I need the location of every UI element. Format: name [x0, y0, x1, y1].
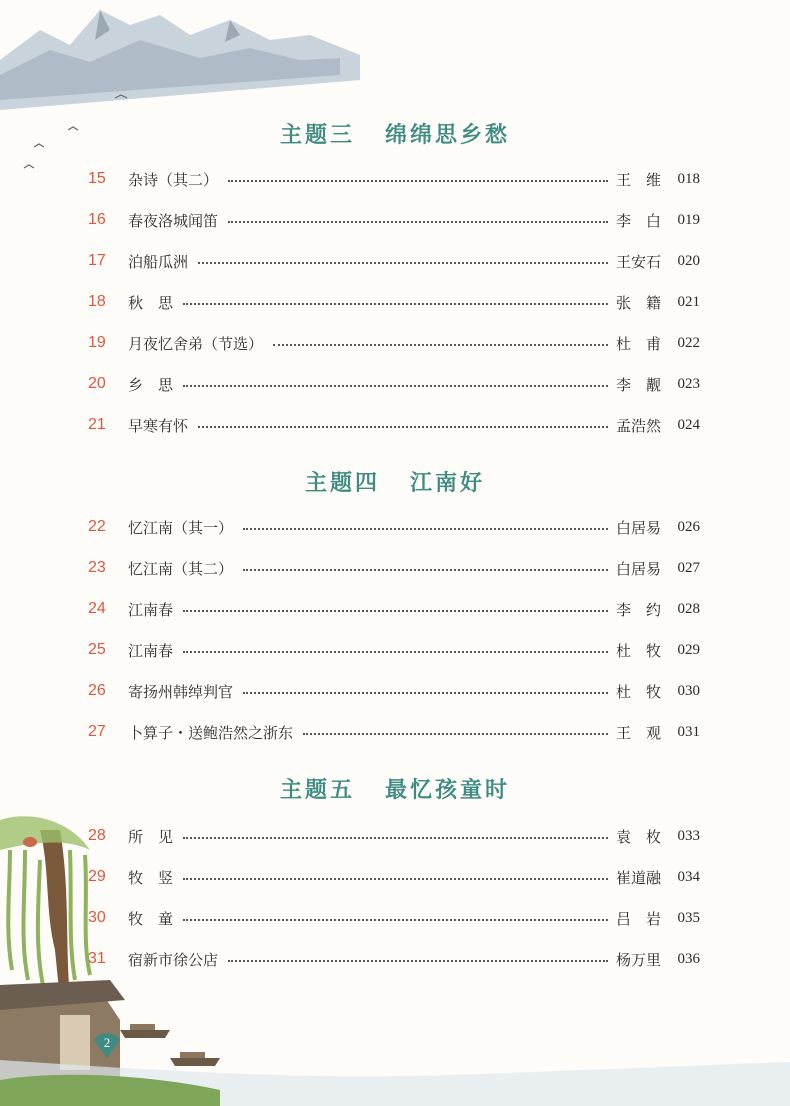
toc-entry[interactable]: [88, 907, 700, 929]
entry-page: 026: [677, 518, 700, 535]
entry-page: 030: [677, 682, 700, 699]
entry-author: 王 观: [616, 723, 662, 742]
entry-page: 035: [677, 909, 700, 926]
entry-number: 29: [88, 868, 106, 885]
entry-number: 23: [88, 559, 106, 576]
entry-page: 021: [677, 293, 700, 310]
entry-page: 019: [677, 211, 700, 228]
entry-author: 王 维: [616, 170, 662, 189]
leader-dots: [303, 733, 608, 735]
entry-number: 26: [88, 682, 106, 699]
entry-number: 25: [88, 641, 106, 658]
entry-number: 31: [88, 950, 106, 967]
toc-entry[interactable]: [88, 168, 700, 190]
entry-title: 泊船瓜洲: [128, 252, 189, 271]
entry-number: 30: [88, 909, 106, 926]
entry-author: 李 白: [616, 211, 662, 230]
entry-number: 27: [88, 723, 106, 740]
entry-author: 杜 甫: [616, 334, 662, 353]
entry-author: 白居易: [616, 518, 662, 537]
entry-number: 24: [88, 600, 106, 617]
leader-dots: [183, 651, 608, 653]
toc-entry[interactable]: [88, 414, 700, 436]
toc-entry[interactable]: [88, 250, 700, 272]
entry-author: 孟浩然: [616, 416, 662, 435]
leader-dots: [243, 528, 608, 530]
entry-title: 秋 思: [128, 293, 174, 312]
entry-author: 杜 牧: [616, 682, 662, 701]
leader-dots: [243, 569, 608, 571]
leader-dots: [183, 303, 608, 305]
toc-entry[interactable]: [88, 721, 700, 743]
entry-title: 牧 童: [128, 909, 174, 928]
entry-number: 21: [88, 416, 106, 433]
toc-entry[interactable]: [88, 948, 700, 970]
entry-number: 16: [88, 211, 106, 228]
entry-page: 029: [677, 641, 700, 658]
toc-entry[interactable]: [88, 680, 700, 702]
toc-entry[interactable]: [88, 373, 700, 395]
entry-page: 031: [677, 723, 700, 740]
leader-dots: [183, 837, 608, 839]
leader-dots: [183, 878, 608, 880]
entry-author: 崔道融: [616, 868, 662, 887]
entry-title: 宿新市徐公店: [128, 950, 219, 969]
entry-title: 江南春: [128, 600, 174, 619]
page-number-badge: [92, 1030, 122, 1060]
theme-label: 主题四: [304, 470, 380, 496]
entry-author: 张 籍: [616, 293, 662, 312]
page-number: 2: [103, 1035, 111, 1050]
entry-number: 19: [88, 334, 106, 351]
entry-page: 023: [677, 375, 700, 392]
leader-dots: [243, 692, 608, 694]
entry-title: 早寒有怀: [128, 416, 189, 435]
leader-dots: [183, 919, 608, 921]
entry-author: 王安石: [616, 252, 662, 271]
entry-page: 024: [677, 416, 700, 433]
entry-number: 17: [88, 252, 106, 269]
entry-title: 牧 竖: [128, 868, 174, 887]
theme-title: 江南好: [410, 470, 486, 496]
entry-author: 杜 牧: [616, 641, 662, 660]
entry-number: 15: [88, 170, 106, 187]
toc-entry[interactable]: [88, 209, 700, 231]
entry-number: 18: [88, 293, 106, 310]
theme-label: 主题三: [279, 122, 355, 148]
entry-author: 李 约: [616, 600, 662, 619]
leader-dots: [198, 426, 608, 428]
entry-number: 20: [88, 375, 106, 392]
leader-dots: [228, 180, 608, 182]
leader-dots: [183, 385, 608, 387]
entry-page: 018: [677, 170, 700, 187]
theme-heading: [0, 118, 790, 149]
entry-author: 杨万里: [616, 950, 662, 969]
entry-title: 月夜忆舍弟（节选）: [128, 334, 264, 353]
entry-page: 020: [677, 252, 700, 269]
entry-author: 李 觏: [616, 375, 662, 394]
theme-heading: [0, 466, 790, 497]
entry-title: 杂诗（其二）: [128, 170, 219, 189]
entry-title: 寄扬州韩绰判官: [128, 682, 234, 701]
entry-number: 28: [88, 827, 106, 844]
leader-dots: [183, 610, 608, 612]
entry-author: 吕 岩: [616, 909, 662, 928]
leader-dots: [273, 344, 608, 346]
theme-title: 最忆孩童时: [385, 777, 511, 803]
entry-title: 忆江南（其二）: [128, 559, 234, 578]
entry-title: 春夜洛城闻笛: [128, 211, 219, 230]
leader-dots: [228, 960, 608, 962]
toc-entry[interactable]: [88, 557, 700, 579]
entry-page: 036: [677, 950, 700, 967]
toc-entry[interactable]: [88, 825, 700, 847]
toc-entry[interactable]: [88, 866, 700, 888]
toc-entry[interactable]: [88, 291, 700, 313]
toc-entry[interactable]: [88, 598, 700, 620]
entry-author: 袁 枚: [616, 827, 662, 846]
entry-author: 白居易: [616, 559, 662, 578]
toc-entry[interactable]: [88, 332, 700, 354]
entry-page: 028: [677, 600, 700, 617]
entry-title: 卜算子・送鲍浩然之浙东: [128, 723, 294, 742]
entry-title: 所 见: [128, 827, 174, 846]
leader-dots: [228, 221, 608, 223]
toc-entry[interactable]: [88, 516, 700, 538]
entry-page: 033: [677, 827, 700, 844]
theme-title: 绵绵思乡愁: [385, 122, 511, 148]
entry-number: 22: [88, 518, 106, 535]
theme-label: 主题五: [279, 777, 355, 803]
entry-page: 022: [677, 334, 700, 351]
entry-page: 027: [677, 559, 700, 576]
entry-page: 034: [677, 868, 700, 885]
toc-entry[interactable]: [88, 639, 700, 661]
leader-dots: [198, 262, 608, 264]
entry-title: 乡 思: [128, 375, 174, 394]
theme-heading: [0, 773, 790, 804]
entry-title: 江南春: [128, 641, 174, 660]
entry-title: 忆江南（其一）: [128, 518, 234, 537]
